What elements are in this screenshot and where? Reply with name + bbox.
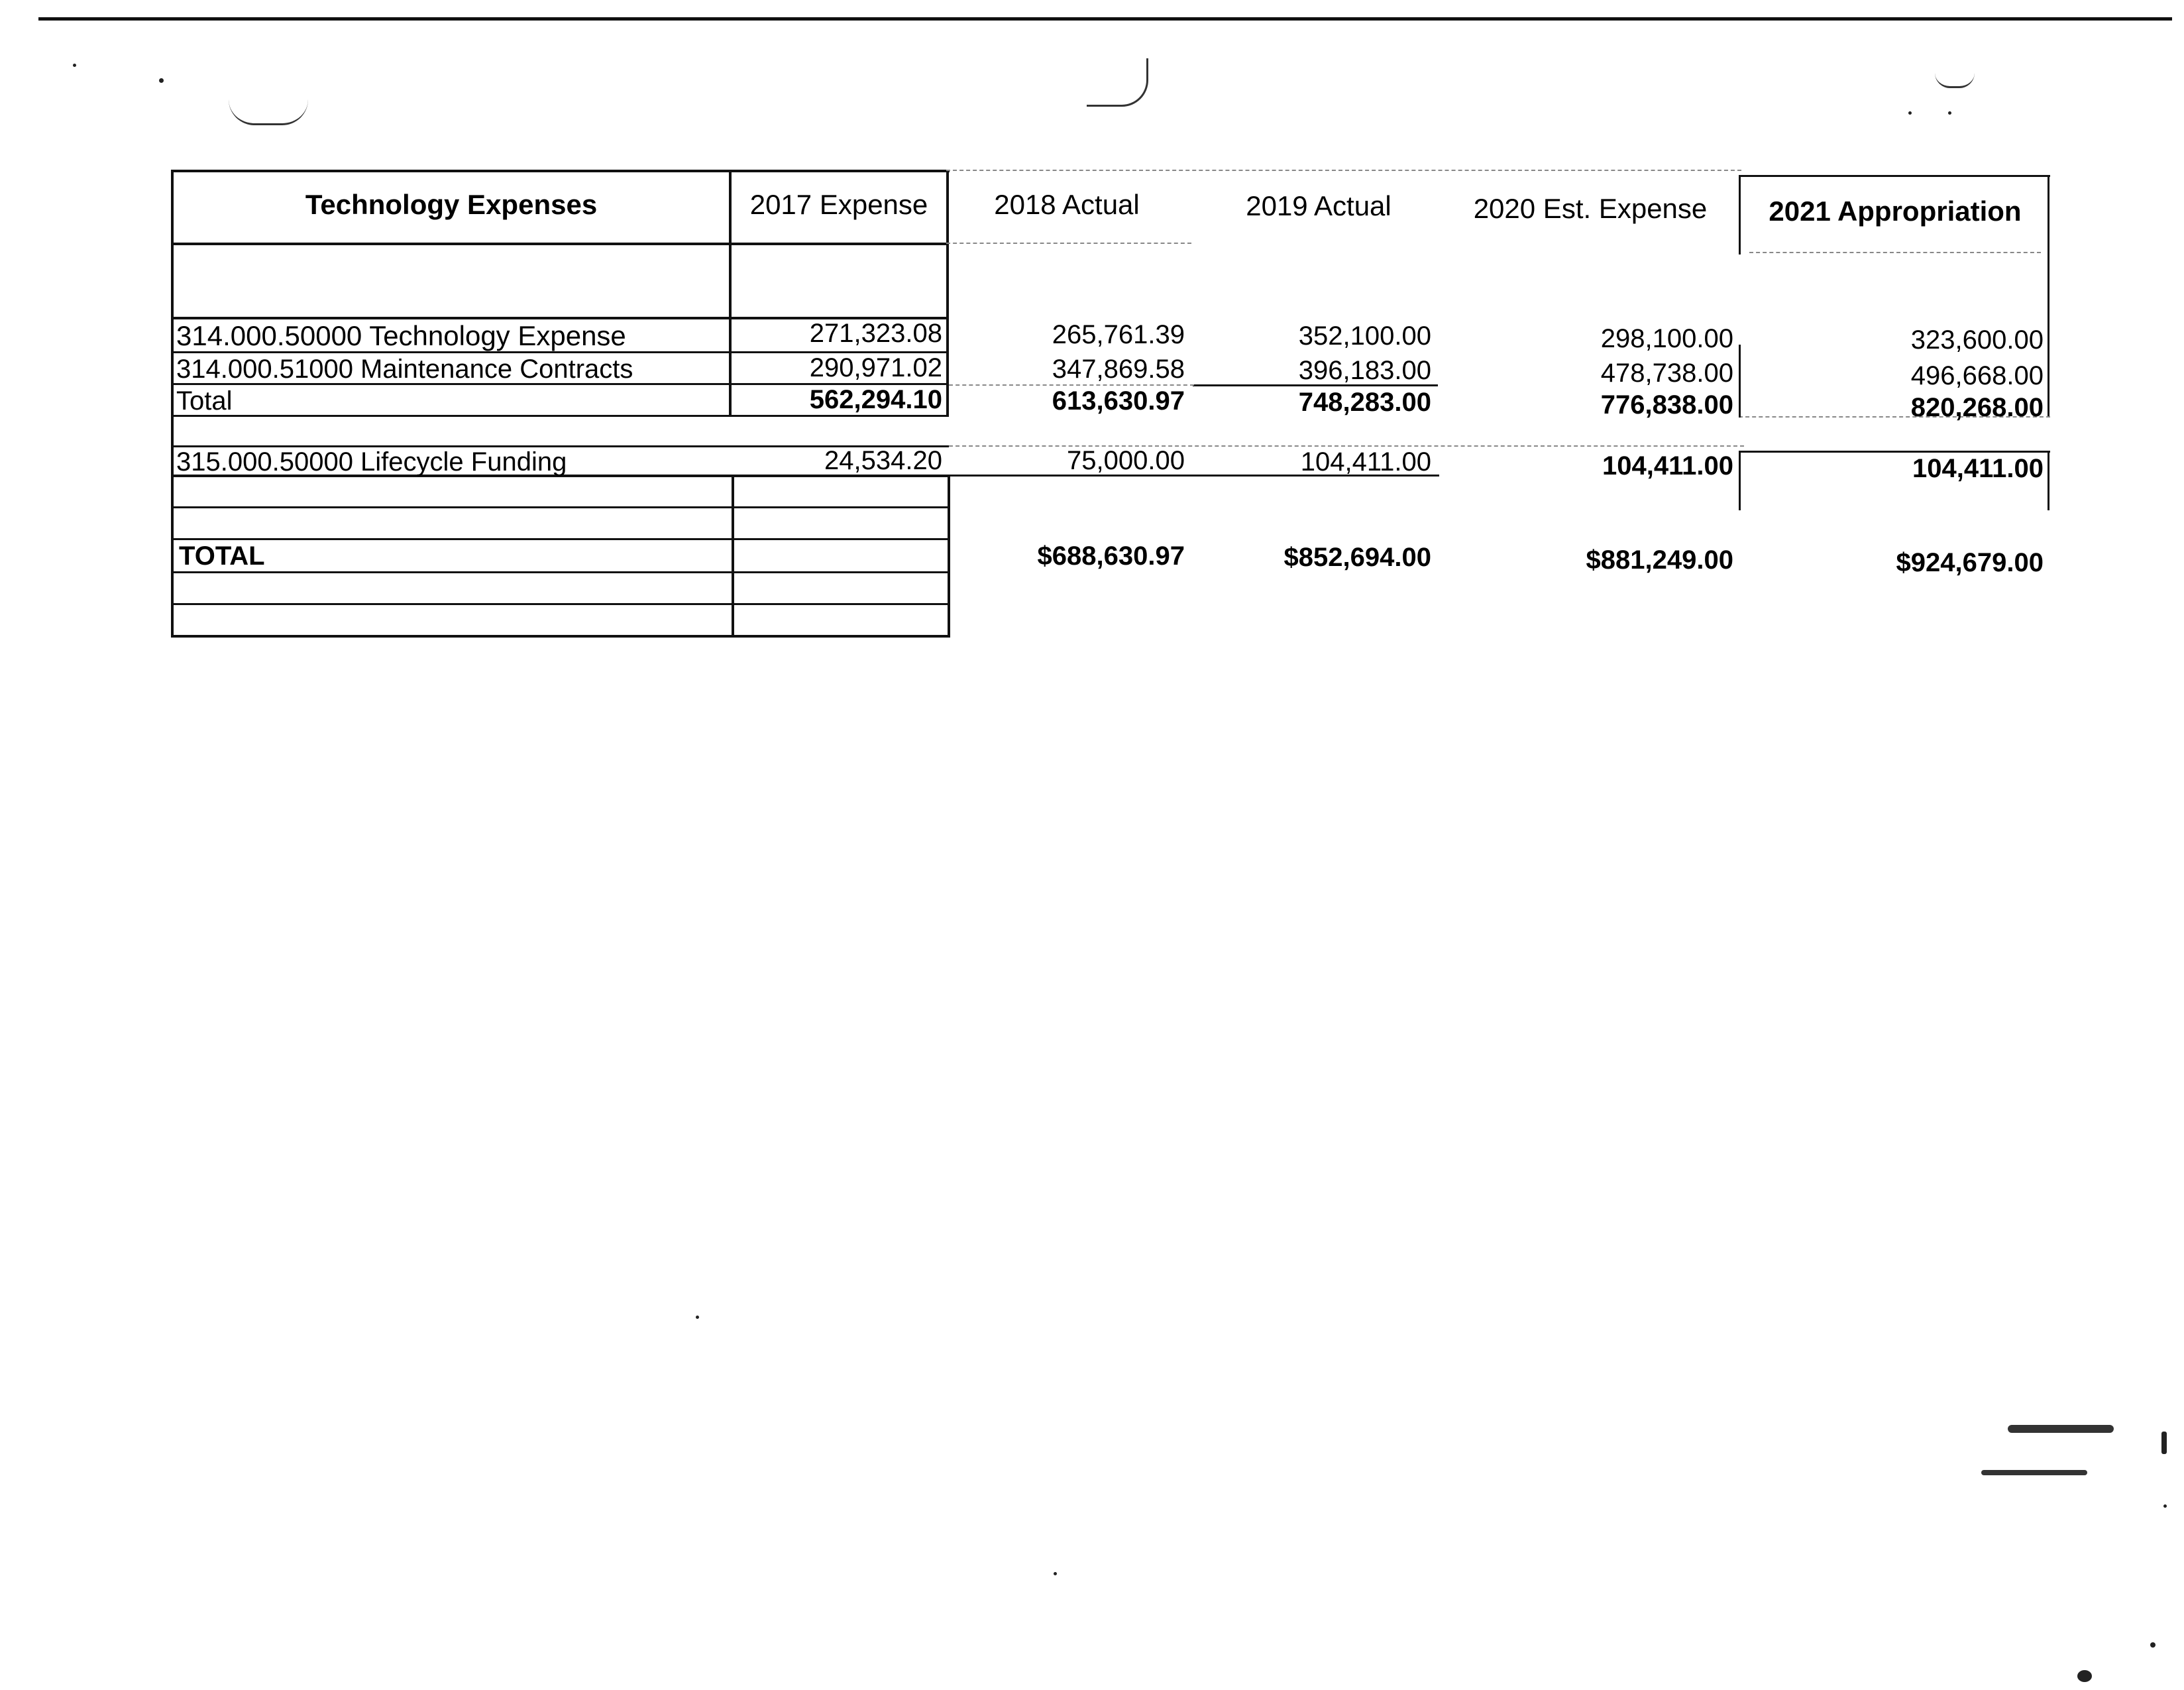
cell-2019: $852,694.00 <box>1283 543 1431 572</box>
cell-2019: 352,100.00 <box>1298 321 1431 351</box>
cell-2017: 271,323.08 <box>809 319 942 348</box>
cell-2018: 613,630.97 <box>1052 386 1185 416</box>
row-label: 314.000.51000 Maintenance Contracts <box>176 355 633 384</box>
cell-2020: 478,738.00 <box>1600 359 1733 388</box>
header-2020-est-expense: 2020 Est. Expense <box>1473 193 1708 224</box>
header-2017-expense: 2017 Expense <box>749 189 928 220</box>
cell-2017: 562,294.10 <box>809 385 942 414</box>
cell-2020: 298,100.00 <box>1600 324 1733 353</box>
cell-2021: 820,268.00 <box>1910 393 2044 422</box>
cell-2018: 75,000.00 <box>1067 446 1185 475</box>
header-2018-actual: 2018 Actual <box>994 189 1140 220</box>
cell-2017: 24,534.20 <box>824 446 942 475</box>
cell-2018: 347,869.58 <box>1052 355 1185 384</box>
cell-2017: 290,971.02 <box>809 353 942 382</box>
cell-2019: 748,283.00 <box>1298 388 1431 417</box>
cell-2020: 104,411.00 <box>1602 451 1733 480</box>
row-label: TOTAL <box>179 541 265 571</box>
cell-2018: 265,761.39 <box>1052 320 1185 349</box>
cell-2018: $688,630.97 <box>1037 541 1185 571</box>
cell-2020: 776,838.00 <box>1600 390 1733 420</box>
row-label: 315.000.50000 Lifecycle Funding <box>176 447 567 477</box>
cell-2019: 104,411.00 <box>1300 447 1431 477</box>
header-2019-actual: 2019 Actual <box>1246 190 1392 221</box>
header-technology-expenses: Technology Expenses <box>305 189 598 220</box>
cell-2021: 104,411.00 <box>1912 454 2044 483</box>
row-label: 314.000.50000 Technology Expense <box>176 320 626 351</box>
cell-2020: $881,249.00 <box>1586 545 1733 575</box>
cell-2021: 496,668.00 <box>1910 361 2044 390</box>
top-rule <box>38 17 2172 21</box>
row-label: Total <box>176 386 233 416</box>
cell-2021: $924,679.00 <box>1896 548 2044 577</box>
header-2021-appropriation: 2021 Appropriation <box>1769 196 2022 227</box>
cell-2019: 396,183.00 <box>1298 356 1431 385</box>
cell-2021: 323,600.00 <box>1910 325 2044 355</box>
